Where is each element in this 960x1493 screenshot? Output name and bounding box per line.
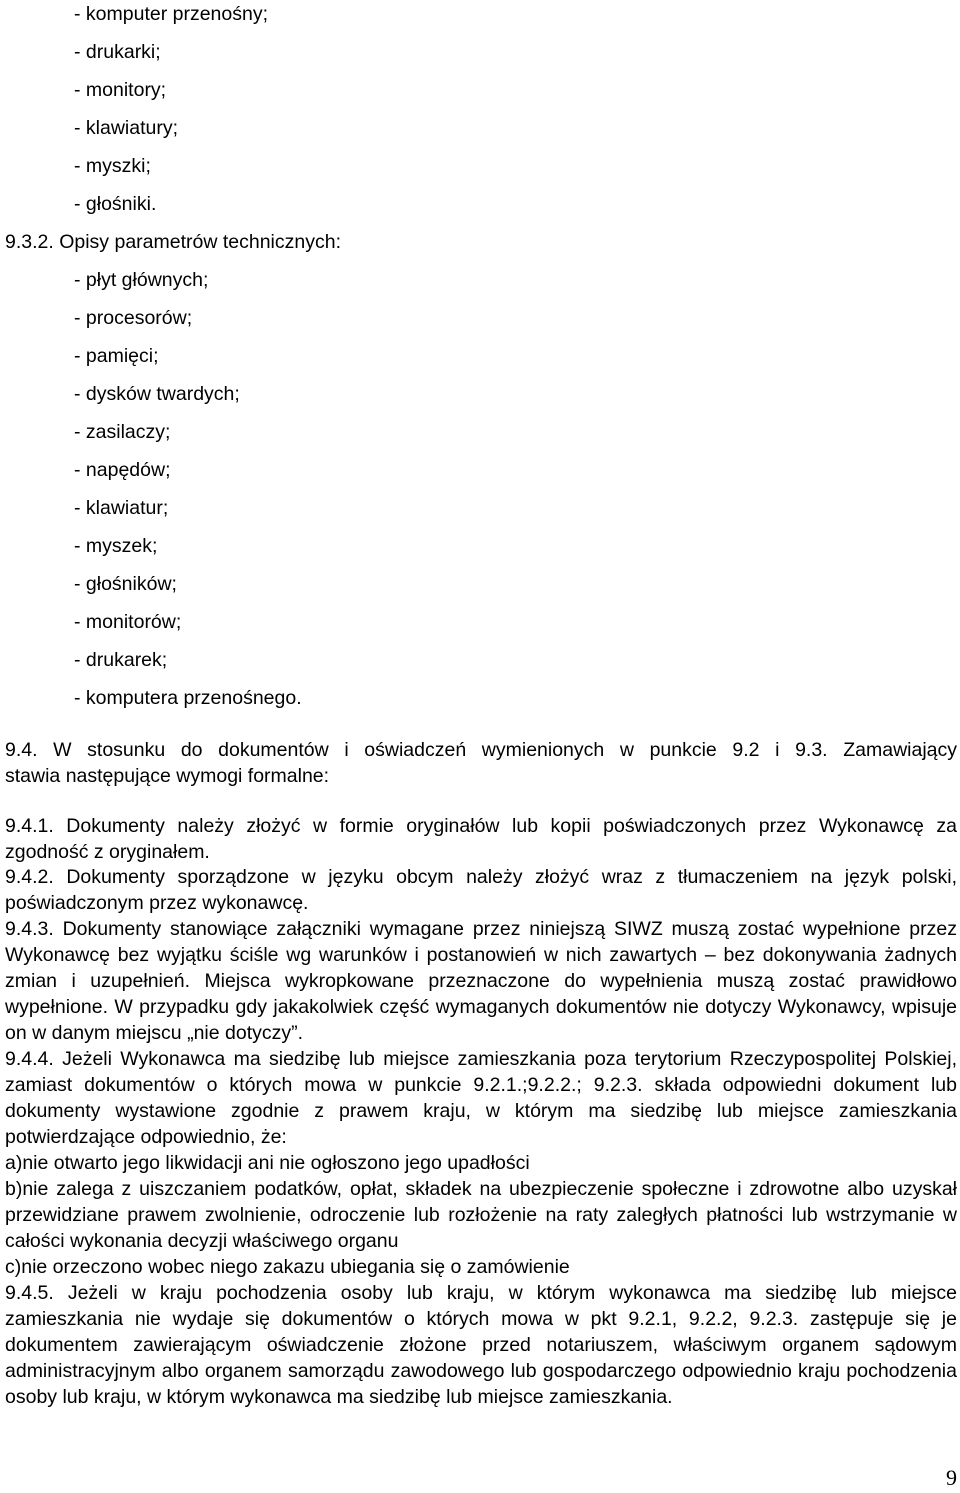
paragraph-944a: a)nie otwarto jego likwidacji ani nie ogłoszono jego upadłości (5, 1152, 530, 1174)
list-item: - komputer przenośny; (74, 3, 269, 25)
list-item: - płyt głównych; (74, 269, 209, 291)
section-heading: 9.3.2. Opisy parametrów technicznych: (5, 231, 341, 253)
paragraph-944c: c)nie orzeczono wobec niego zakazu ubiegania się o zamówienie (5, 1256, 570, 1278)
paragraph-944b: b)nie zalega z uiszczaniem podatków, opłat, składek na ubezpieczenie społeczne i zdrowotne albo uzyskał przewidziane prawem zwolnienie, odroczenie lub rozłożenie na raty zaległych płatności lub wstrzymanie w całości wykonania decyzji właściwego organu (5, 1178, 957, 1252)
list-item: - klawiatury; (74, 117, 179, 139)
paragraph-941: 9.4.1. Dokumenty należy złożyć w formie oryginałów lub kopii poświadczonych przez Wykonawcę za zgodność z oryginałem. (5, 815, 957, 863)
list-item: - drukarki; (74, 41, 161, 63)
list-item: - głośników; (74, 573, 177, 595)
section-heading: 9.4. W stosunku do dokumentów i oświadczeń wymienionych w punkcie 9.2 i 9.3. Zamawiający (5, 739, 957, 761)
list-item: - myszki; (74, 155, 151, 177)
list-item: - klawiatur; (74, 497, 169, 519)
page-number: 9 (946, 1465, 957, 1490)
list-item: - głośniki. (74, 193, 157, 215)
paragraph-945: 9.4.5. Jeżeli w kraju pochodzenia osoby lub kraju, w którym wykonawca ma siedzibę lub miejsce zamieszkania nie wydaje się dokumentów o których mowa w pkt 9.2.1, 9.2.2, 9.2.3. zastępuje się je dokumentem zawierającym oświadczenie złożone przed notariuszem, właściwym organem sądowym administracyjnym albo organem samorządu zawodowego lub gospodarczego odpowiednio kraju pochodzenia osoby lub kraju, w którym wykonawca ma siedzibę lub miejsce zamieszkania. (5, 1282, 957, 1408)
section-heading-cont: stawia następujące wymogi formalne: (5, 765, 330, 787)
paragraph-944: 9.4.4. Jeżeli Wykonawca ma siedzibę lub miejsce zamieszkania poza terytorium Rzeczypospolitej Polskiej, zamiast dokumentów o których mowa w punkcie 9.2.1.;9.2.2.; 9.2.3. składa odpowiedni dokument lub dokumenty wystawione zgodnie z prawem kraju, w którym ma siedzibę lub miejsce zamieszkania potwierdzające odpowiednio, że: (5, 1048, 957, 1148)
list-item: - drukarek; (74, 649, 168, 671)
list-item: - monitorów; (74, 611, 182, 633)
list-item: - pamięci; (74, 345, 159, 367)
list-item: - myszek; (74, 535, 158, 557)
list-item: - procesorów; (74, 307, 193, 329)
list-item: - komputera przenośnego. (74, 687, 302, 709)
list-item: - napędów; (74, 459, 171, 481)
paragraph-943: 9.4.3. Dokumenty stanowiące załączniki wymagane przez niniejszą SIWZ muszą zostać wypełnione przez Wykonawcę bez wyjątku ściśle wg warunków i postanowień w nich zawartych – bez dokonywania żadnych zmian i uzupełnień. Miejsca wykropkowane przeznaczone do wypełnienia muszą zostać prawidłowo wypełnione. W przypadku gdy jakakolwiek część wymaganych dokumentów nie dotyczy Wykonawcy, wpisuje on w danym miejscu „nie dotyczy”. (5, 918, 957, 1044)
paragraph-942: 9.4.2. Dokumenty sporządzone w języku obcym należy złożyć wraz z tłumaczeniem na język polski, poświadczonym przez wykonawcę. (5, 866, 957, 914)
list-item: - monitory; (74, 79, 167, 101)
list-item: - zasilaczy; (74, 421, 171, 443)
list-item: - dysków twardych; (74, 383, 240, 405)
